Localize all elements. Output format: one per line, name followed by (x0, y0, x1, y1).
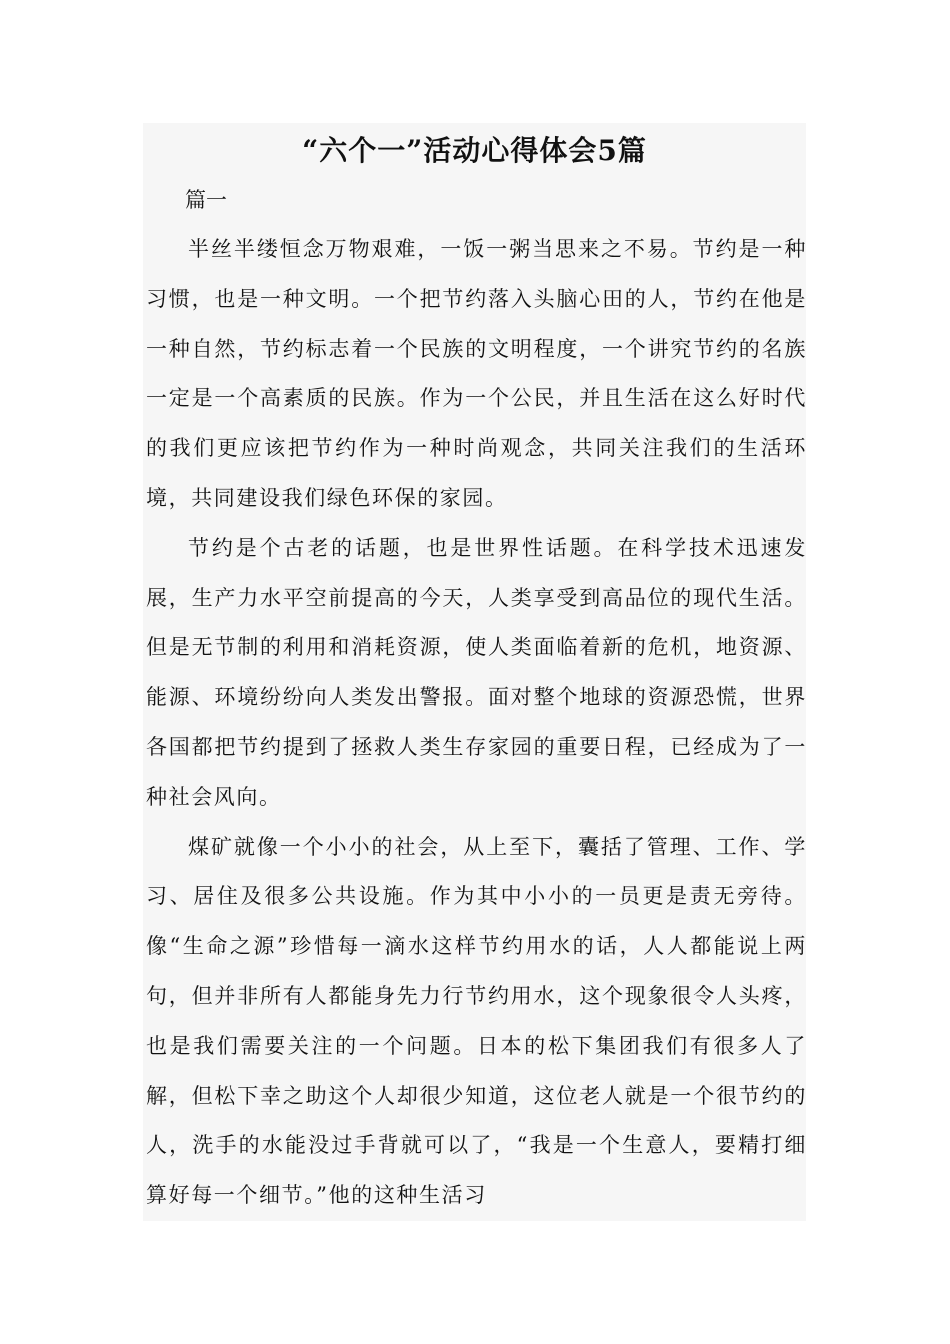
paragraph-2: 节约是个古老的话题，也是世界性话题。在科学技术迅速发展，生产力水平空前提高的今天，人类享受到高品位的现代生活。但是无节制的利用和消耗资源，使人类面临着新的危机，地资源、能源、环境纷纷向人类发出警报。面对整个地球的资源恐慌，世界各国都把节约提到了拯救人类生存家园的重要日程，已经成为了一种社会风向。 (146, 535, 807, 809)
section-heading: 篇一 (185, 188, 227, 212)
document-title: “六个一”活动心得体会5篇 (302, 134, 647, 167)
paragraph-3: 煤矿就像一个小小的社会，从上至下，囊括了管理、工作、学习、居住及很多公共设施。作为其中小小的一员更是责无旁待。像“生命之源”珍惜每一滴水这样节约用水的话，人人都能说上两句，但并非所有人都能身先力行节约用水，这个现象很令人头疼，也是我们需要关注的一个问题。日本的松下集团我们有很多人了解，但松下幸之助这个人却很少知道，这位老人就是一个很节约的人，洗手的水能没过手背就可以了，“我是一个生意人，要精打细算好每一个细节。”他的这种生活习 (146, 834, 807, 1208)
document-body (146, 225, 807, 1221)
paragraph-1: 半丝半缕恒念万物艰难，一饭一粥当思来之不易。节约是一种习惯，也是一种文明。一个把节约落入头脑心田的人，节约在他是一种自然，节约标志着一个民族的文明程度，一个讲究节约的名族一定是一个高素质的民族。作为一个公民，并且生活在这么好时代的我们更应该把节约作为一种时尚观念，共同关注我们的生活环境，共同建设我们绿色环保的家园。 (146, 237, 807, 510)
